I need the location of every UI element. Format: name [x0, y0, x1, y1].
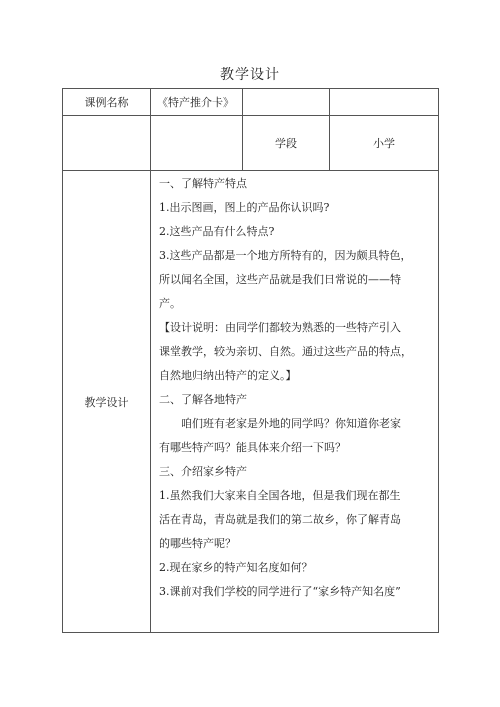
content-line: 有哪些特产吗？能具体来介绍一下吗？: [159, 441, 346, 454]
course-name-value: 《特产推介卡》: [151, 89, 243, 116]
table-row: [63, 116, 439, 171]
table-row: [63, 89, 439, 116]
grade-value: 小学: [330, 116, 439, 171]
design-content: [151, 171, 439, 633]
design-note-line: 【设计说明：由同学们都较为熟悉的一些特产引入: [159, 321, 401, 334]
empty-cell: [63, 116, 151, 171]
content-line: 活在青岛，青岛就是我们的第二故乡，你了解青岛: [159, 513, 401, 526]
lesson-table: [62, 88, 439, 633]
content-line: 所以闻名全国，这些产品就是我们日常说的——特: [159, 273, 401, 286]
content-line: 产。: [159, 297, 181, 310]
empty-cell: [330, 89, 439, 116]
content-line: 3.这些产品都是一个地方所特有的，因为颇具特色，: [159, 249, 412, 262]
design-note-line: 自然地归纳出特产的定义。】: [159, 369, 297, 382]
section-heading: 二、了解各地特产: [159, 393, 247, 406]
content-line: 的哪些特产呢？: [159, 537, 236, 550]
content-line: 2.这些产品有什么特点?: [159, 225, 275, 238]
section-heading: 三、介绍家乡特产: [159, 465, 247, 478]
design-note-line: 课堂教学，较为亲切、自然。通过这些产品的特点，: [159, 345, 412, 358]
empty-cell: [151, 116, 243, 171]
content-line: 2.现在家乡的特产知名度如何？: [159, 561, 313, 574]
content-line: 3.课前对我们学校的同学进行了“家乡特产知名度”: [159, 585, 401, 598]
content-line: 1.出示图画，图上的产品你认识吗?: [159, 201, 330, 214]
grade-label: 学段: [243, 116, 330, 171]
empty-cell: [243, 89, 330, 116]
content-line: 咱们班有老家是外地的同学吗？你知道你老家: [181, 417, 401, 430]
document-title: 教学设计: [220, 67, 280, 83]
course-name-label: 课例名称: [63, 89, 151, 116]
design-label: 教学设计: [63, 171, 151, 633]
section-heading: 一、了解特产特点: [159, 177, 247, 190]
content-line: 1.虽然我们大家来自全国各地，但是我们现在都生: [159, 489, 401, 502]
table-row: [63, 171, 439, 633]
